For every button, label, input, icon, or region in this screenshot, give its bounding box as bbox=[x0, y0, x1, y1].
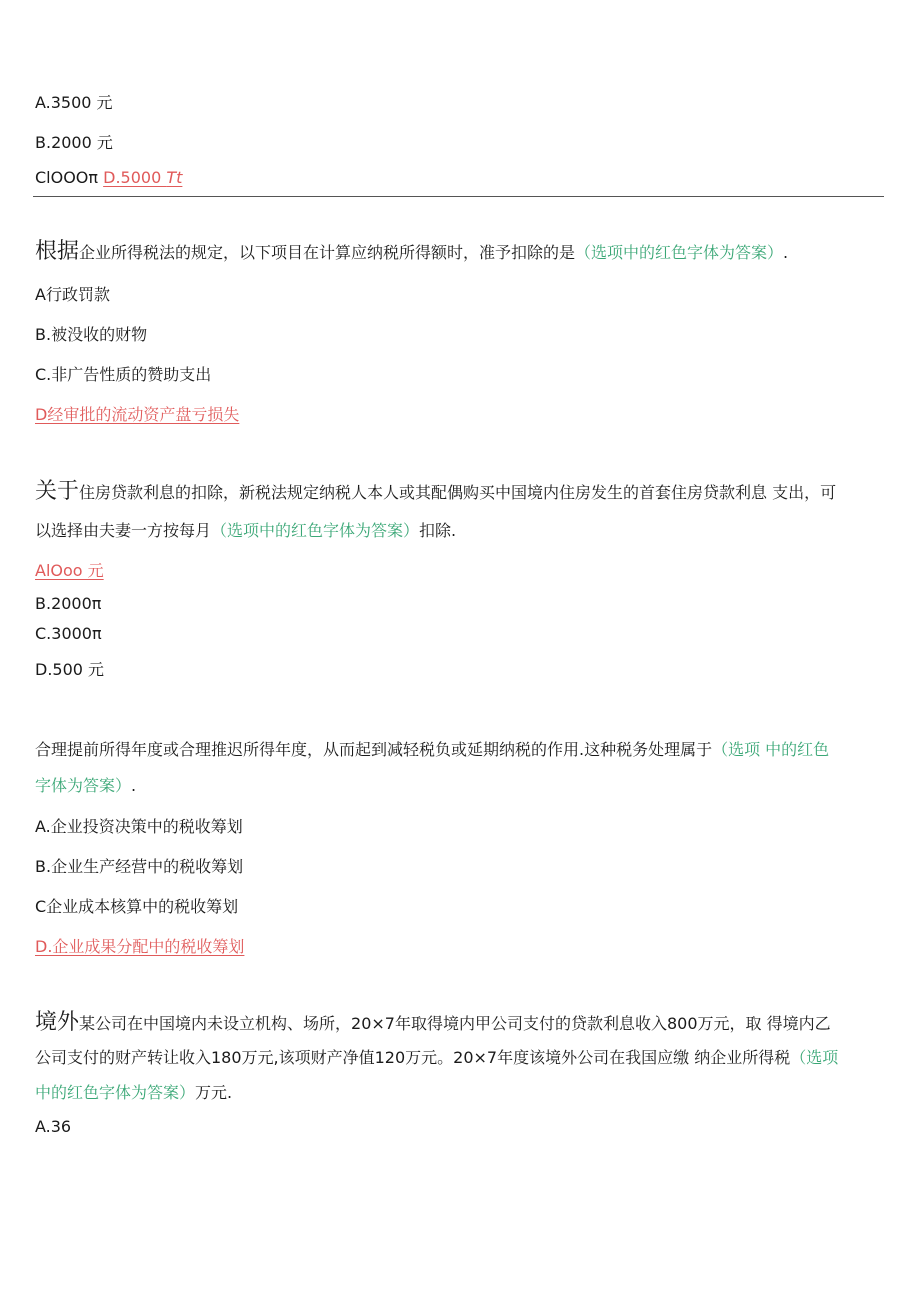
answer-hint: （选项中的红色字体为答案） bbox=[211, 521, 420, 540]
option-b: B.2000 元 bbox=[35, 133, 113, 152]
answer-hint: （选项 中的红色 bbox=[712, 740, 830, 759]
option-b: B.被没收的财物 bbox=[35, 325, 148, 344]
option-cd bbox=[35, 168, 182, 188]
answer-hint: 字体为答案） bbox=[35, 776, 132, 795]
option-b: B.2000π bbox=[35, 594, 102, 613]
answer-option: D经审批的流动资产盘亏损失 bbox=[35, 405, 240, 424]
option-a: A行政罚款 bbox=[35, 285, 110, 304]
option-c: ClOOOπ bbox=[35, 168, 104, 187]
question-4-stem: 境外某公司在中国境内未设立机构、场所，20×7年取得境内甲公司支付的贷款利息收入800万元，取 得境内乙 bbox=[35, 1010, 831, 1035]
option-d: D.500 元 bbox=[35, 660, 105, 679]
divider bbox=[33, 196, 884, 197]
answer-option: D.5000 Tt bbox=[103, 168, 183, 187]
question-4-stem-cont2: 中的红色字体为答案）万元. bbox=[35, 1083, 233, 1102]
option-b: B.企业生产经营中的税收筹划 bbox=[35, 857, 244, 876]
answer-hint: 中的红色字体为答案） bbox=[35, 1083, 196, 1102]
question-3-stem: 合理提前所得年度或合理推迟所得年度，从而起到减轻税负或延期纳税的作用.这种税务处理属于（选项 中的红色 bbox=[35, 740, 830, 759]
question-2-stem: 关于住房贷款利息的扣除，新税法规定纳税人本人或其配偶购买中国境内住房发生的首套住房贷款利息 支出，可 bbox=[35, 479, 837, 504]
option-c: C企业成本核算中的税收筹划 bbox=[35, 897, 239, 916]
question-4-stem-cont: 公司支付的财产转让收入180万元,该项财产净值120万元。20×7年度该境外公司在我国应缴 纳企业所得税（选项 bbox=[35, 1048, 839, 1067]
answer-hint: （选项中的红色字体为答案） bbox=[575, 243, 784, 262]
answer-option: AlOoo 元 bbox=[35, 561, 104, 580]
option-a: A.36 bbox=[35, 1117, 72, 1136]
answer-hint: （选项 bbox=[790, 1048, 839, 1067]
question-2-stem-cont: 以选择由夫妻一方按每月（选项中的红色字体为答案）扣除. bbox=[35, 521, 457, 540]
answer-option: D.企业成果分配中的税收筹划 bbox=[35, 937, 245, 956]
option-c: C.3000π bbox=[35, 624, 102, 643]
option-a: A.3500 元 bbox=[35, 93, 113, 112]
question-1-stem: 根据企业所得税法的规定，以下项目在计算应纳税所得额时，准予扣除的是（选项中的红色字体为答案）. bbox=[35, 239, 789, 264]
option-a: A.企业投资决策中的税收筹划 bbox=[35, 817, 243, 836]
option-c: C.非广告性质的赞助支出 bbox=[35, 365, 212, 384]
question-3-stem-cont: 字体为答案）. bbox=[35, 776, 137, 795]
